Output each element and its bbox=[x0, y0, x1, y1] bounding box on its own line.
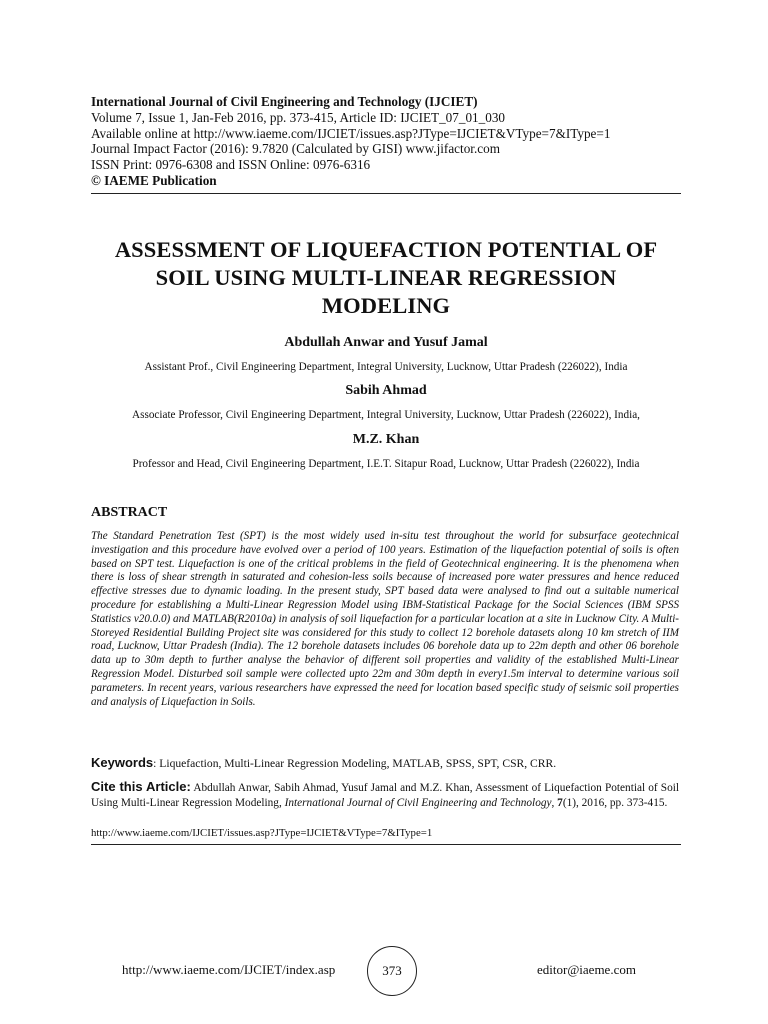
keywords bbox=[91, 755, 681, 770]
header-divider bbox=[91, 193, 681, 194]
abstract-heading: ABSTRACT bbox=[91, 505, 168, 520]
cite-volume: 7 bbox=[557, 796, 563, 809]
journal-name: International Journal of Civil Engineering and Technology (IJCIET) bbox=[91, 94, 478, 109]
journal-header bbox=[91, 94, 681, 189]
page-number-text: 373 bbox=[382, 963, 402, 978]
journal-issn: ISSN Print: 0976-6308 and ISSN Online: 0976-6316 bbox=[91, 157, 371, 173]
citation-divider bbox=[91, 844, 681, 845]
title-line: MODELING bbox=[321, 293, 451, 318]
citation bbox=[91, 780, 679, 810]
journal-impact-factor: Journal Impact Factor (2016): 9.7820 (Calculated by GISI) www.jifactor.com bbox=[91, 141, 500, 157]
author-name: Sabih Ahmad bbox=[345, 383, 427, 398]
cite-details: (1), 2016, pp. 373-415. bbox=[562, 796, 668, 809]
keywords-text: : Liquefaction, Multi-Linear Regression Modeling, MATLAB, SPSS, SPT, CSR, CRR. bbox=[153, 757, 557, 770]
author-affiliation: Professor and Head, Civil Engineering Department, I.E.T. Sitapur Road, Lucknow, Uttar Pradesh (226022), India bbox=[132, 458, 640, 470]
journal-volume: Volume 7, Issue 1, Jan-Feb 2016, pp. 373-415, Article ID: IJCIET_07_01_030 bbox=[91, 109, 506, 125]
footer-email[interactable]: editor@iaeme.com bbox=[537, 962, 636, 977]
title-line: SOIL USING MULTI-LINEAR REGRESSION bbox=[155, 265, 617, 290]
cite-authors: Abdullah Anwar, Sabih Ahmad, Yusuf Jamal and M.Z. Khan, Assessment of Liquefaction Potential of Soil Using Multi-Linear Regression Modeling, bbox=[91, 782, 679, 809]
abstract-text: The Standard Penetration Test (SPT) is the most widely used in-situ test throughout the world for subsurface geotechnical investigation and this procedure have evolved over a period of 100 years. Estimation of the liquefaction potential of soils is often based on SPT test. Liquefaction is one of the critical problems in the field of Geotechnical engineering. It is the phenomena when there is loss of shear strength in saturated and cohesion-less soils because of increased pore water pressures and hence reduced effective stresses due to dynamic loading. In the present study, SPT based data were analysed to find out a suitable numerical procedure for establishing a Multi-Linear Regression Model using IBM-Statistical Package for the Social Sciences (IBM SPSS Statistics v20.0.0) and MATLAB(R2010a) in analysis of soil liquefaction for a particular location at a site in Lucknow City. A Multi-Storeyed Residential Building Project site was considered for this study to collect 12 borehole datasets along 10 km stretch of IIM road, Lucknow, Uttar Pradesh (India). The 12 borehole datasets includes 06 borehole data up to 22m depth and other 06 borehole data up to 30m depth to further analyse the behavior of different soil properties and validity of the established Multi-Linear Regression Model. Disturbed soil sample were collected upto 22m and 30m depth in every1.5m interval to determine various soil parameters. In recent years, various researchers have expressed the need for location based specific study of seismic soil properties and analysis of Liquefaction in Soils. bbox=[91, 530, 679, 708]
keywords-label: Keywords bbox=[91, 755, 154, 770]
title-line: ASSESSMENT OF LIQUEFACTION POTENTIAL OF bbox=[114, 237, 658, 262]
author-affiliation: Associate Professor, Civil Engineering Department, Integral University, Lucknow, Uttar Pradesh (226022), India, bbox=[132, 409, 640, 421]
author-name: Abdullah Anwar and Yusuf Jamal bbox=[284, 335, 488, 350]
page-number bbox=[367, 946, 417, 996]
cite-separator: , bbox=[551, 796, 558, 809]
cite-journal: International Journal of Civil Engineering and Technology bbox=[284, 796, 552, 809]
author-name: M.Z. Khan bbox=[352, 432, 420, 447]
cite-label: Cite this Article: bbox=[91, 779, 191, 794]
footer-url[interactable]: http://www.iaeme.com/IJCIET/index.asp bbox=[122, 962, 336, 977]
author-affiliation: Assistant Prof., Civil Engineering Department, Integral University, Lucknow, Uttar Pradesh (226022), India bbox=[144, 361, 628, 373]
paper-title bbox=[91, 236, 681, 320]
journal-online-link[interactable]: Available online at http://www.iaeme.com/IJCIET/issues.asp?JType=IJCIET&VType=7&IType=1 bbox=[91, 125, 611, 141]
publisher: © IAEME Publication bbox=[91, 172, 217, 188]
cite-url[interactable]: http://www.iaeme.com/IJCIET/issues.asp?JType=IJCIET&VType=7&IType=1 bbox=[91, 827, 433, 839]
